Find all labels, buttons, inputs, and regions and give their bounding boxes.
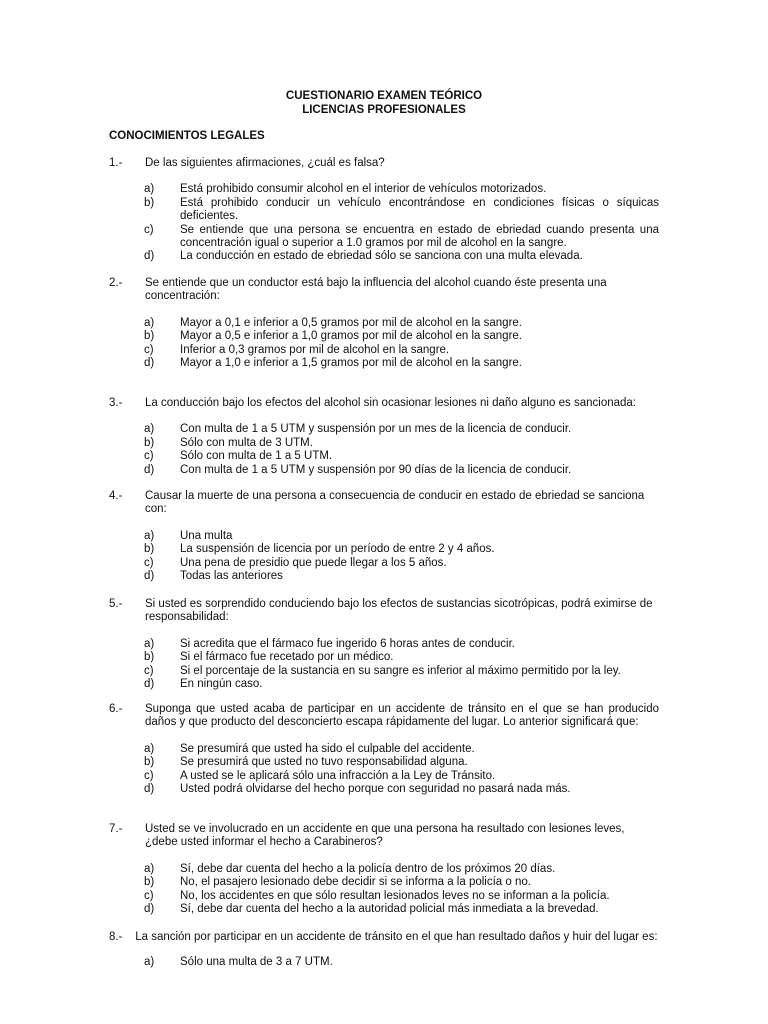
option-label: c) [144, 889, 154, 902]
option-label: d) [144, 357, 155, 370]
option [109, 250, 659, 263]
option [109, 224, 659, 251]
option-label: a) [144, 742, 155, 755]
option-text: Sólo una multa de 3 a 7 UTM. [180, 956, 333, 969]
option-label: b) [144, 436, 155, 449]
option [109, 863, 659, 876]
question-text: Usted se ve involucrado en un accidente en que una persona ha resultado con lesiones leves, ¿debe usted informar el hecho a Carabineros? [145, 823, 625, 849]
question-text: Suponga que usted acaba de participar en un accidente de tránsito en el que se han producido daños y que producto del desconcierto escapa rápidamente del lugar. Lo anterior significará que: [145, 703, 659, 729]
option-text: La suspensión de licencia por un período de entre 2 y 4 años. [180, 543, 495, 556]
option [109, 464, 659, 477]
section-title: CONOCIMIENTOS LEGALES [109, 130, 265, 142]
question-number: 2.- [109, 277, 123, 289]
document-subtitle: LICENCIAS PROFESIONALES [302, 104, 466, 116]
option-text: Si acredita que el fármaco fue ingerido 6 horas antes de conducir. [180, 637, 515, 650]
option-text: Sí, debe dar cuenta del hecho a la autoridad policial más inmediata a la brevedad. [180, 903, 599, 916]
option-list [109, 423, 659, 477]
option-label: a) [144, 423, 155, 436]
option [109, 770, 659, 783]
option-text: Si el porcentaje de la sustancia en su sangre es inferior al máximo permitido por la ley. [180, 664, 621, 677]
option-text: Todas las anteriores [180, 570, 283, 583]
option [109, 357, 659, 370]
option [109, 651, 659, 664]
question-number: 6.- [109, 703, 123, 715]
option-list [109, 743, 659, 797]
option-text: Con multa de 1 a 5 UTM y suspensión por 90 días de la licencia de conducir. [180, 463, 572, 476]
option-text: Se presumirá que usted no tuvo responsabilidad alguna. [180, 756, 468, 769]
option [109, 423, 659, 436]
option-text: Se presumirá que usted ha sido el culpable del accidente. [180, 742, 475, 755]
option-label: b) [144, 543, 155, 556]
option-label: d) [144, 903, 155, 916]
option-text: Mayor a 1,0 e inferior a 1,5 gramos por mil de alcohol en la sangre. [180, 357, 522, 370]
option-text: Mayor a 0,5 e inferior a 1,0 gramos por mil de alcohol en la sangre. [180, 330, 522, 343]
option-text: No, los accidentes en que sólo resultan lesionados leves no se informan a la policía. [180, 889, 610, 902]
option-label: b) [144, 876, 155, 889]
option-label: b) [144, 756, 155, 769]
option-list [109, 530, 659, 584]
question-6 [109, 703, 659, 796]
option [109, 783, 659, 796]
question-text: Causar la muerte de una persona a consecuencia de conducir en estado de ebriedad se sanciona con: [145, 490, 645, 516]
question-number: 5.- [109, 598, 123, 610]
question-3 [109, 397, 659, 477]
question-1 [109, 157, 659, 264]
option [109, 665, 659, 678]
option [109, 570, 659, 583]
option [109, 638, 659, 651]
option [109, 956, 659, 969]
option-text: Inferior a 0,3 gramos por mil de alcohol en la sangre. [180, 343, 450, 356]
option-text: Una multa [180, 529, 233, 542]
option-text: Una pena de presidio que puede llegar a los 5 años. [180, 556, 447, 569]
option-list [109, 638, 659, 692]
option-label: a) [144, 316, 155, 329]
option-label: a) [144, 183, 155, 196]
option-label: c) [144, 769, 154, 782]
option [109, 743, 659, 756]
option [109, 557, 659, 570]
option-text: La conducción en estado de ebriedad sólo se sanciona con una multa elevada. [180, 250, 583, 263]
question-text: Si usted es sorprendido conduciendo bajo los efectos de sustancias sicotrópicas, podrá eximirse de responsabilidad: [145, 598, 653, 624]
option-list [109, 317, 659, 371]
option-text: Sí, debe dar cuenta del hecho a la policía dentro de los próximos 20 días. [180, 862, 556, 875]
option [109, 876, 659, 889]
question-4 [109, 490, 659, 583]
option-label: d) [144, 678, 155, 691]
option [109, 344, 659, 357]
question-text: De las siguientes afirmaciones, ¿cuál es falsa? [145, 157, 385, 169]
option-text: Sólo con multa de 1 a 5 UTM. [180, 450, 333, 463]
document-title: CUESTIONARIO EXAMEN TEÓRICO [285, 90, 483, 102]
option-text: Usted podrá olvidarse del hecho porque con seguridad no pasará nada más. [180, 783, 571, 796]
question-text: La conducción bajo los efectos del alcohol sin ocasionar lesiones ni daño alguno es sancionada: [145, 397, 637, 409]
option-label: b) [144, 330, 155, 343]
option [109, 330, 659, 343]
option [109, 890, 659, 903]
option-label: d) [144, 463, 155, 476]
question-text: La sanción por participar en un accidente de tránsito en el que han resultado daños y huir del lugar es: [135, 931, 658, 943]
option-label: a) [144, 956, 155, 969]
option [109, 678, 659, 691]
option-label: a) [144, 637, 155, 650]
option [109, 543, 659, 556]
question-number: 7.- [109, 823, 123, 835]
option-label: c) [144, 664, 154, 677]
option-label: d) [144, 570, 155, 583]
question-number: 1.- [109, 157, 123, 169]
option [109, 437, 659, 450]
option-list [109, 956, 659, 969]
question-2 [109, 277, 659, 370]
question-5 [109, 598, 659, 691]
option [109, 903, 659, 916]
option-text: No, el pasajero lesionado debe decidir si se informa a la policía o no. [180, 876, 531, 889]
option-label: c) [144, 343, 154, 356]
option-label: c) [144, 556, 154, 569]
option-list [109, 863, 659, 917]
option-label: a) [144, 862, 155, 875]
option-label: a) [144, 529, 155, 542]
question-8 [109, 931, 659, 970]
option-text: Si el fármaco fue recetado por un médico. [180, 651, 394, 664]
option [109, 183, 659, 196]
option-text: Mayor a 0,1 e inferior a 0,5 gramos por mil de alcohol en la sangre. [180, 316, 522, 329]
option-label: d) [144, 250, 155, 263]
option-text: Está prohibido consumir alcohol en el interior de vehículos motorizados. [180, 183, 547, 196]
option-label: b) [144, 651, 155, 664]
option-text: Sólo con multa de 3 UTM. [180, 436, 313, 449]
option-text: A usted se le aplicará sólo una infracción a la Ley de Tránsito. [180, 769, 496, 782]
option-text: Se entiende que una persona se encuentra en estado de ebriedad cuando presenta una concentración igual o superior a 1.0 gramos por mil de alcohol en la sangre. [180, 223, 659, 250]
option-text: En ningún caso. [180, 678, 263, 691]
option-list [109, 183, 659, 263]
question-7 [109, 823, 659, 916]
option-label: b) [144, 196, 155, 209]
option [109, 197, 659, 224]
question-number: 4.- [109, 490, 123, 502]
option-label: d) [144, 783, 155, 796]
question-number: 8.- [109, 931, 123, 943]
option-text: Con multa de 1 a 5 UTM y suspensión por un mes de la licencia de conducir. [180, 423, 572, 436]
option [109, 317, 659, 330]
question-number: 3.- [109, 397, 123, 409]
option-label: c) [144, 223, 154, 236]
question-text: Se entiende que un conductor está bajo la influencia del alcohol cuando éste presenta una concentración: [145, 277, 607, 303]
option-label: c) [144, 450, 154, 463]
option-text: Está prohibido conducir un vehículo encontrándose en condiciones físicas o síquicas deficientes. [180, 196, 659, 223]
option [109, 530, 659, 543]
option [109, 756, 659, 769]
option [109, 450, 659, 463]
question-text-line [109, 931, 659, 944]
